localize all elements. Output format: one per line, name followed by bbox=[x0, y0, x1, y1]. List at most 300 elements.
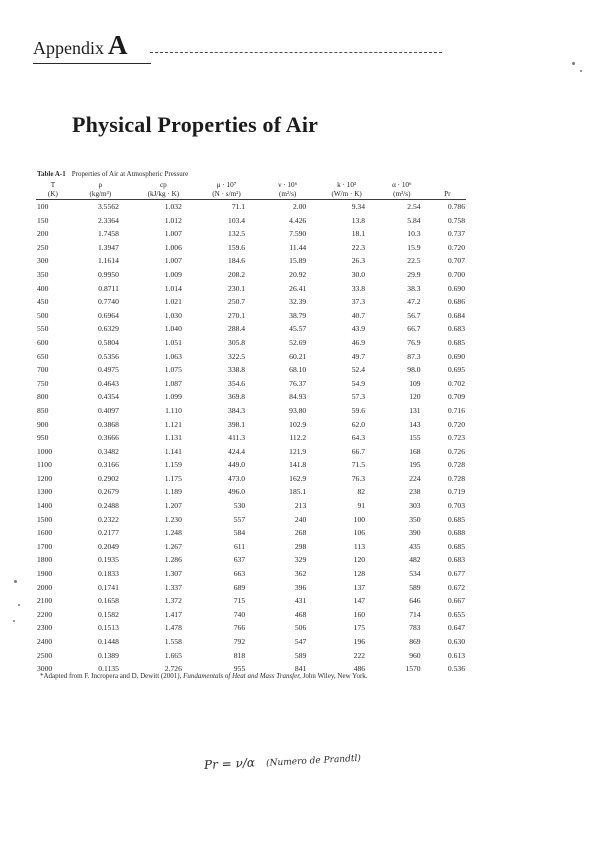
table-cell: 960 bbox=[409, 650, 421, 660]
table-cell: 0.667 bbox=[447, 596, 465, 606]
table-cell: 1.665 bbox=[164, 650, 182, 660]
table-cell: 298 bbox=[294, 541, 307, 551]
table-cell: 496.0 bbox=[228, 487, 246, 497]
table-cell: 150 bbox=[37, 215, 49, 225]
table-cell: 121.9 bbox=[289, 446, 307, 456]
scan-speck bbox=[580, 70, 582, 72]
handwritten-note bbox=[204, 746, 362, 773]
table-cell: 0.6964 bbox=[97, 310, 119, 320]
table-cell: 557 bbox=[233, 514, 246, 524]
table-cell: 300 bbox=[37, 256, 49, 266]
table-cell: 1.006 bbox=[164, 242, 182, 252]
table-cell: 102.9 bbox=[289, 419, 307, 429]
table-cell: 0.5356 bbox=[97, 351, 119, 361]
table-cell: 0.2049 bbox=[97, 541, 119, 551]
table-cell: 0.685 bbox=[447, 514, 465, 524]
table-row bbox=[36, 254, 466, 268]
table-cell: 0.1833 bbox=[97, 569, 119, 579]
table-cell: 13.8 bbox=[351, 215, 366, 225]
table-cell: 303 bbox=[409, 501, 421, 511]
table-cell: 47.2 bbox=[407, 297, 421, 307]
table-cell: 62.0 bbox=[351, 419, 366, 429]
table-cell: 2300 bbox=[37, 623, 53, 633]
table-row bbox=[36, 485, 466, 499]
table-cell: 132.5 bbox=[228, 229, 246, 239]
table-cell: 305.8 bbox=[228, 337, 246, 347]
table-cell: 0.707 bbox=[447, 256, 465, 266]
table-cell: 66.7 bbox=[407, 324, 421, 334]
table-cell: 534 bbox=[409, 569, 421, 579]
table-cell: 0.685 bbox=[447, 337, 465, 347]
table-cell: 0.728 bbox=[447, 460, 465, 470]
table-cell: 1.7458 bbox=[97, 229, 119, 239]
appendix-heading bbox=[33, 30, 128, 61]
table-cell: 0.716 bbox=[447, 405, 465, 415]
table-cell: 2100 bbox=[37, 596, 53, 606]
table-cell: 238 bbox=[409, 487, 421, 497]
table-cell: 0.3868 bbox=[97, 419, 119, 429]
table-cell: 3000 bbox=[37, 664, 53, 674]
appendix-letter: A bbox=[108, 30, 128, 60]
header-unit: (K) bbox=[47, 190, 58, 198]
table-cell: 0.2902 bbox=[97, 473, 119, 483]
table-cell: 1.131 bbox=[164, 433, 182, 443]
table-cell: 0.758 bbox=[447, 215, 465, 225]
table-header-cell bbox=[70, 181, 131, 200]
table-cell: 33.8 bbox=[351, 283, 366, 293]
table-cell: 435 bbox=[409, 541, 421, 551]
table-cell: 38.79 bbox=[289, 310, 307, 320]
table-header-cell bbox=[318, 181, 375, 200]
table-cell: 584 bbox=[233, 528, 246, 538]
table-cell: 52.69 bbox=[289, 337, 307, 347]
header-symbol: Pr bbox=[444, 190, 451, 198]
table-cell: 700 bbox=[37, 365, 49, 375]
table-cell: 5.84 bbox=[407, 215, 421, 225]
table-cell: 482 bbox=[409, 555, 421, 565]
table-row bbox=[36, 268, 466, 282]
table-cell: 2.3364 bbox=[97, 215, 119, 225]
table-cell: 54.9 bbox=[351, 378, 366, 388]
table-cell: 1.207 bbox=[164, 501, 182, 511]
table-cell: 100 bbox=[353, 514, 366, 524]
footnote-prefix: *Adapted from F. Incropera and D. Dewitt (2001), bbox=[40, 672, 182, 680]
table-cell: 38.3 bbox=[407, 283, 421, 293]
table-cell: 1.1614 bbox=[97, 256, 119, 266]
table-cell: 1.3947 bbox=[97, 242, 119, 252]
table-cell: 1300 bbox=[37, 487, 53, 497]
table-cell: 1.121 bbox=[164, 419, 182, 429]
table-row bbox=[36, 309, 466, 323]
table-cell: 1.051 bbox=[164, 337, 182, 347]
table-cell: 637 bbox=[233, 555, 246, 565]
table-cell: 0.655 bbox=[447, 609, 465, 619]
table-cell: 131 bbox=[409, 405, 421, 415]
table-cell: 792 bbox=[233, 637, 246, 646]
table-cell: 29.9 bbox=[407, 269, 421, 279]
table-cell: 1400 bbox=[37, 501, 53, 511]
table-row bbox=[36, 390, 466, 404]
table-cell: 0.3666 bbox=[97, 433, 119, 443]
table-cell: 506 bbox=[294, 623, 307, 633]
table-row bbox=[36, 418, 466, 432]
table-cell: 20.92 bbox=[289, 269, 307, 279]
table-header-cell bbox=[375, 181, 429, 200]
table-cell: 155 bbox=[409, 433, 421, 443]
table-cell: 9.34 bbox=[351, 202, 366, 211]
table-cell: 2400 bbox=[37, 637, 53, 646]
table-row bbox=[36, 594, 466, 608]
table-cell: 60.21 bbox=[289, 351, 307, 361]
table-header-cell bbox=[257, 181, 318, 200]
table-cell: 0.647 bbox=[447, 623, 465, 633]
table-cell: 0.703 bbox=[447, 501, 465, 511]
table-cell: 600 bbox=[37, 337, 49, 347]
table-cell: 400 bbox=[37, 283, 49, 293]
table-cell: 322.5 bbox=[228, 351, 246, 361]
table-cell: 0.9950 bbox=[97, 269, 119, 279]
table-cell: 46.9 bbox=[351, 337, 366, 347]
table-cell: 1500 bbox=[37, 514, 53, 524]
table-cell: 468 bbox=[294, 609, 307, 619]
header-symbol: μ · 10⁷ bbox=[216, 181, 237, 189]
table-cell: 0.7740 bbox=[97, 297, 119, 307]
table-cell: 1.032 bbox=[164, 202, 182, 211]
table-cell: 0.1135 bbox=[98, 664, 119, 674]
table-footnote bbox=[40, 672, 368, 680]
table-cell: 10.3 bbox=[407, 229, 421, 239]
table-cell: 0.4643 bbox=[97, 378, 119, 388]
table-row bbox=[36, 336, 466, 350]
table-cell: 0.4975 bbox=[97, 365, 119, 375]
table-cell: 0.737 bbox=[447, 229, 465, 239]
table-cell: 611 bbox=[234, 541, 246, 551]
table-cell: 0.702 bbox=[447, 378, 465, 388]
table-cell: 1.007 bbox=[164, 256, 182, 266]
table-cell: 137 bbox=[353, 582, 366, 592]
table-row bbox=[36, 608, 466, 622]
scan-speck bbox=[572, 62, 575, 65]
table-caption-label: Table A-1 bbox=[37, 170, 66, 178]
appendix-word: Appendix bbox=[33, 38, 104, 58]
table-cell: 486 bbox=[353, 664, 366, 674]
header-symbol: ν · 10⁶ bbox=[278, 181, 298, 189]
header-unit: (m²/s) bbox=[279, 190, 297, 198]
table-cell: 184.6 bbox=[228, 256, 246, 266]
table-cell: 1600 bbox=[37, 528, 53, 538]
table-cell: 3.5562 bbox=[97, 202, 119, 211]
table-cell: 1.012 bbox=[164, 215, 182, 225]
table-cell: 52.4 bbox=[351, 365, 366, 375]
table-cell: 30.0 bbox=[351, 269, 366, 279]
table-row bbox=[36, 363, 466, 377]
table-cell: 1.372 bbox=[164, 596, 182, 606]
table-cell: 268 bbox=[294, 528, 307, 538]
table-cell: 800 bbox=[37, 392, 49, 402]
table-cell: 195 bbox=[409, 460, 421, 470]
table-cell: 0.2488 bbox=[97, 501, 119, 511]
table-cell: 1.030 bbox=[164, 310, 182, 320]
table-cell: 0.6329 bbox=[97, 324, 119, 334]
table-cell: 222 bbox=[353, 650, 366, 660]
table-cell: 175 bbox=[353, 623, 366, 633]
table-cell: 1.286 bbox=[164, 555, 182, 565]
table-cell: 15.9 bbox=[407, 242, 421, 252]
table-cell: 109 bbox=[409, 378, 421, 388]
table-cell: 100 bbox=[37, 202, 49, 211]
table-cell: 0.684 bbox=[447, 310, 465, 320]
table-cell: 11.44 bbox=[289, 242, 307, 252]
table-cell: 2500 bbox=[37, 650, 53, 660]
header-unit: (kJ/kg · K) bbox=[147, 190, 180, 198]
table-cell: 589 bbox=[294, 650, 307, 660]
table-cell: 7.590 bbox=[289, 229, 307, 239]
table-cell: 0.1389 bbox=[97, 650, 119, 660]
table-header-cell bbox=[36, 181, 70, 200]
scan-speck bbox=[18, 604, 20, 606]
table-cell: 1.159 bbox=[164, 460, 182, 470]
table-cell: 0.728 bbox=[447, 473, 465, 483]
table-cell: 2000 bbox=[37, 582, 53, 592]
table-cell: 40.7 bbox=[351, 310, 366, 320]
table-cell: 0.723 bbox=[447, 433, 465, 443]
table-row bbox=[36, 200, 466, 214]
table-cell: 0.4354 bbox=[97, 392, 119, 402]
table-cell: 869 bbox=[409, 637, 421, 646]
header-symbol: k · 10³ bbox=[337, 181, 357, 189]
table-cell: 0.690 bbox=[447, 351, 465, 361]
table-cell: 329 bbox=[294, 555, 307, 565]
table-cell: 740 bbox=[233, 609, 246, 619]
table-row bbox=[36, 214, 466, 228]
table-cell: 0.3482 bbox=[97, 446, 119, 456]
table-cell: 0.630 bbox=[447, 637, 465, 646]
table-row bbox=[36, 227, 466, 241]
table-cell: 1.189 bbox=[164, 487, 182, 497]
table-cell: 1.009 bbox=[164, 269, 182, 279]
table-cell: 15.89 bbox=[289, 256, 307, 266]
table-cell: 0.726 bbox=[447, 446, 465, 456]
table-cell: 1.075 bbox=[164, 365, 182, 375]
table-cell: 818 bbox=[233, 650, 246, 660]
table-cell: 1.087 bbox=[164, 378, 182, 388]
table-cell: 0.709 bbox=[447, 392, 465, 402]
header-unit: (W/m · K) bbox=[331, 190, 362, 198]
appendix-underline bbox=[33, 63, 151, 64]
table-cell: 128 bbox=[353, 569, 366, 579]
table-cell: 369.8 bbox=[228, 392, 246, 402]
table-cell: 0.8711 bbox=[98, 283, 119, 293]
table-cell: 0.683 bbox=[447, 324, 465, 334]
table-cell: 0.685 bbox=[447, 541, 465, 551]
table-header-cell bbox=[131, 181, 196, 200]
table-cell: 650 bbox=[37, 351, 49, 361]
header-unit: (N · s/m²) bbox=[212, 190, 241, 198]
table-row bbox=[36, 241, 466, 255]
table-cell: 1.021 bbox=[164, 297, 182, 307]
table-header-cell bbox=[196, 181, 257, 200]
table-cell: 1900 bbox=[37, 569, 53, 579]
table-cell: 473.0 bbox=[228, 473, 246, 483]
table-row bbox=[36, 377, 466, 391]
table-cell: 141.8 bbox=[289, 460, 307, 470]
table-row bbox=[36, 445, 466, 459]
table-row bbox=[36, 282, 466, 296]
table-row bbox=[36, 649, 466, 663]
table-row bbox=[36, 567, 466, 581]
table-cell: 1.175 bbox=[164, 473, 182, 483]
scan-speck bbox=[14, 580, 17, 583]
table-cell: 0.786 bbox=[447, 202, 465, 211]
table-caption-text: Properties of Air at Atmospheric Pressure bbox=[71, 170, 189, 178]
table-cell: 57.3 bbox=[351, 392, 366, 402]
table-cell: 98.0 bbox=[407, 365, 421, 375]
table-cell: 1.014 bbox=[164, 283, 182, 293]
table-cell: 431 bbox=[294, 596, 307, 606]
table-cell: 1800 bbox=[37, 555, 53, 565]
table-cell: 76.9 bbox=[407, 337, 421, 347]
table-cell: 646 bbox=[409, 596, 421, 606]
table-cell: 112.2 bbox=[289, 433, 307, 443]
table-cell: 230.1 bbox=[228, 283, 246, 293]
table-cell: 0.1935 bbox=[97, 555, 119, 565]
table-caption bbox=[37, 170, 188, 178]
footnote-book-title: Fundamentals of Heat and Mass Transfer, bbox=[183, 672, 301, 680]
table-cell: 22.5 bbox=[407, 256, 421, 266]
header-symbol: T bbox=[50, 181, 56, 189]
table-cell: 200 bbox=[37, 229, 49, 239]
table-cell: 1.337 bbox=[164, 582, 182, 592]
table-cell: 2.00 bbox=[292, 202, 307, 211]
table-cell: 22.3 bbox=[351, 242, 366, 252]
header-unit: (kg/m³) bbox=[89, 190, 112, 198]
table-row bbox=[36, 553, 466, 567]
table-cell: 424.4 bbox=[228, 446, 246, 456]
table-row bbox=[36, 472, 466, 486]
table-cell: 449.0 bbox=[228, 460, 246, 470]
table-cell: 1.558 bbox=[164, 637, 182, 646]
handwritten-prandtl-formula: Pr = ν/α bbox=[203, 755, 256, 772]
table-cell: 411.3 bbox=[228, 433, 246, 443]
table-row bbox=[36, 513, 466, 527]
table-row bbox=[36, 431, 466, 445]
table-cell: 162.9 bbox=[289, 473, 307, 483]
table-cell: 1.007 bbox=[164, 229, 182, 239]
table-cell: 1100 bbox=[37, 460, 52, 470]
table-cell: 0.2322 bbox=[97, 514, 119, 524]
table-cell: 1000 bbox=[37, 446, 53, 456]
table-row bbox=[36, 540, 466, 554]
table-cell: 1.099 bbox=[164, 392, 182, 402]
page-title: Physical Properties of Air bbox=[72, 112, 319, 137]
table-cell: 1.230 bbox=[164, 514, 182, 524]
table-cell: 0.688 bbox=[447, 528, 465, 538]
table-cell: 550 bbox=[37, 324, 49, 334]
table-cell: 68.10 bbox=[289, 365, 307, 375]
table-cell: 82 bbox=[357, 487, 366, 497]
table-cell: 950 bbox=[37, 433, 49, 443]
table-cell: 0.1513 bbox=[97, 623, 119, 633]
table-cell: 0.719 bbox=[447, 487, 465, 497]
table-cell: 26.3 bbox=[351, 256, 366, 266]
table-cell: 955 bbox=[233, 664, 246, 674]
table-cell: 288.4 bbox=[228, 324, 246, 334]
table-cell: 1.110 bbox=[165, 405, 182, 415]
header-symbol: cp bbox=[159, 181, 167, 189]
table-cell: 1.417 bbox=[164, 609, 182, 619]
table-cell: 71.1 bbox=[231, 202, 246, 211]
table-header-row bbox=[36, 181, 466, 200]
table-cell: 18.1 bbox=[351, 229, 366, 239]
table-cell: 1570 bbox=[405, 664, 421, 674]
table-cell: 589 bbox=[409, 582, 421, 592]
table-cell: 45.57 bbox=[289, 324, 307, 334]
table-cell: 213 bbox=[294, 501, 307, 511]
table-cell: 49.7 bbox=[351, 351, 366, 361]
table-cell: 398.1 bbox=[228, 419, 246, 429]
table-cell: 0.690 bbox=[447, 283, 465, 293]
table-cell: 0.720 bbox=[447, 242, 465, 252]
table-cell: 59.6 bbox=[351, 405, 366, 415]
table-cell: 84.93 bbox=[289, 392, 307, 402]
table-row bbox=[36, 581, 466, 595]
table-cell: 350 bbox=[37, 269, 49, 279]
table-cell: 91 bbox=[357, 501, 366, 511]
table-cell: 160 bbox=[353, 609, 366, 619]
appendix-dashed-rule bbox=[150, 52, 442, 53]
table-cell: 66.7 bbox=[351, 446, 366, 456]
table-cell: 106 bbox=[353, 528, 366, 538]
table-cell: 1200 bbox=[37, 473, 53, 483]
table-cell: 250 bbox=[37, 242, 49, 252]
table-cell: 93.80 bbox=[289, 405, 307, 415]
table-cell: 0.2177 bbox=[97, 528, 119, 538]
table-cell: 26.41 bbox=[289, 283, 307, 293]
table-cell: 0.1741 bbox=[97, 582, 119, 592]
table-cell: 396 bbox=[294, 582, 307, 592]
table-cell: 1.248 bbox=[164, 528, 182, 538]
table-cell: 1.040 bbox=[164, 324, 182, 334]
table-cell: 0.1582 bbox=[97, 609, 119, 619]
table-cell: 0.3166 bbox=[97, 460, 119, 470]
table-cell: 0.686 bbox=[447, 297, 465, 307]
table-row bbox=[36, 621, 466, 635]
table-cell: 103.4 bbox=[228, 215, 246, 225]
table-header-cell bbox=[429, 181, 466, 200]
table-cell: 547 bbox=[294, 637, 307, 646]
table-cell: 43.9 bbox=[351, 324, 366, 334]
table-cell: 87.3 bbox=[407, 351, 421, 361]
table-cell: 0.5804 bbox=[97, 337, 119, 347]
table-cell: 715 bbox=[233, 596, 246, 606]
table-row bbox=[36, 322, 466, 336]
table-cell: 450 bbox=[37, 297, 49, 307]
header-symbol: ρ bbox=[98, 181, 103, 189]
table-cell: 0.4097 bbox=[97, 405, 119, 415]
table-cell: 32.39 bbox=[289, 297, 307, 307]
table-cell: 0.536 bbox=[447, 664, 465, 674]
table-cell: 120 bbox=[409, 392, 421, 402]
table-cell: 0.1448 bbox=[97, 637, 119, 646]
table-cell: 0.700 bbox=[447, 269, 465, 279]
footnote-suffix: John Wiley, New York. bbox=[302, 672, 368, 680]
table-cell: 37.3 bbox=[351, 297, 366, 307]
table-cell: 530 bbox=[233, 501, 246, 511]
table-cell: 2.726 bbox=[164, 664, 182, 674]
table-cell: 2200 bbox=[37, 609, 53, 619]
table-cell: 783 bbox=[409, 623, 421, 633]
table-cell: 1.478 bbox=[164, 623, 182, 633]
